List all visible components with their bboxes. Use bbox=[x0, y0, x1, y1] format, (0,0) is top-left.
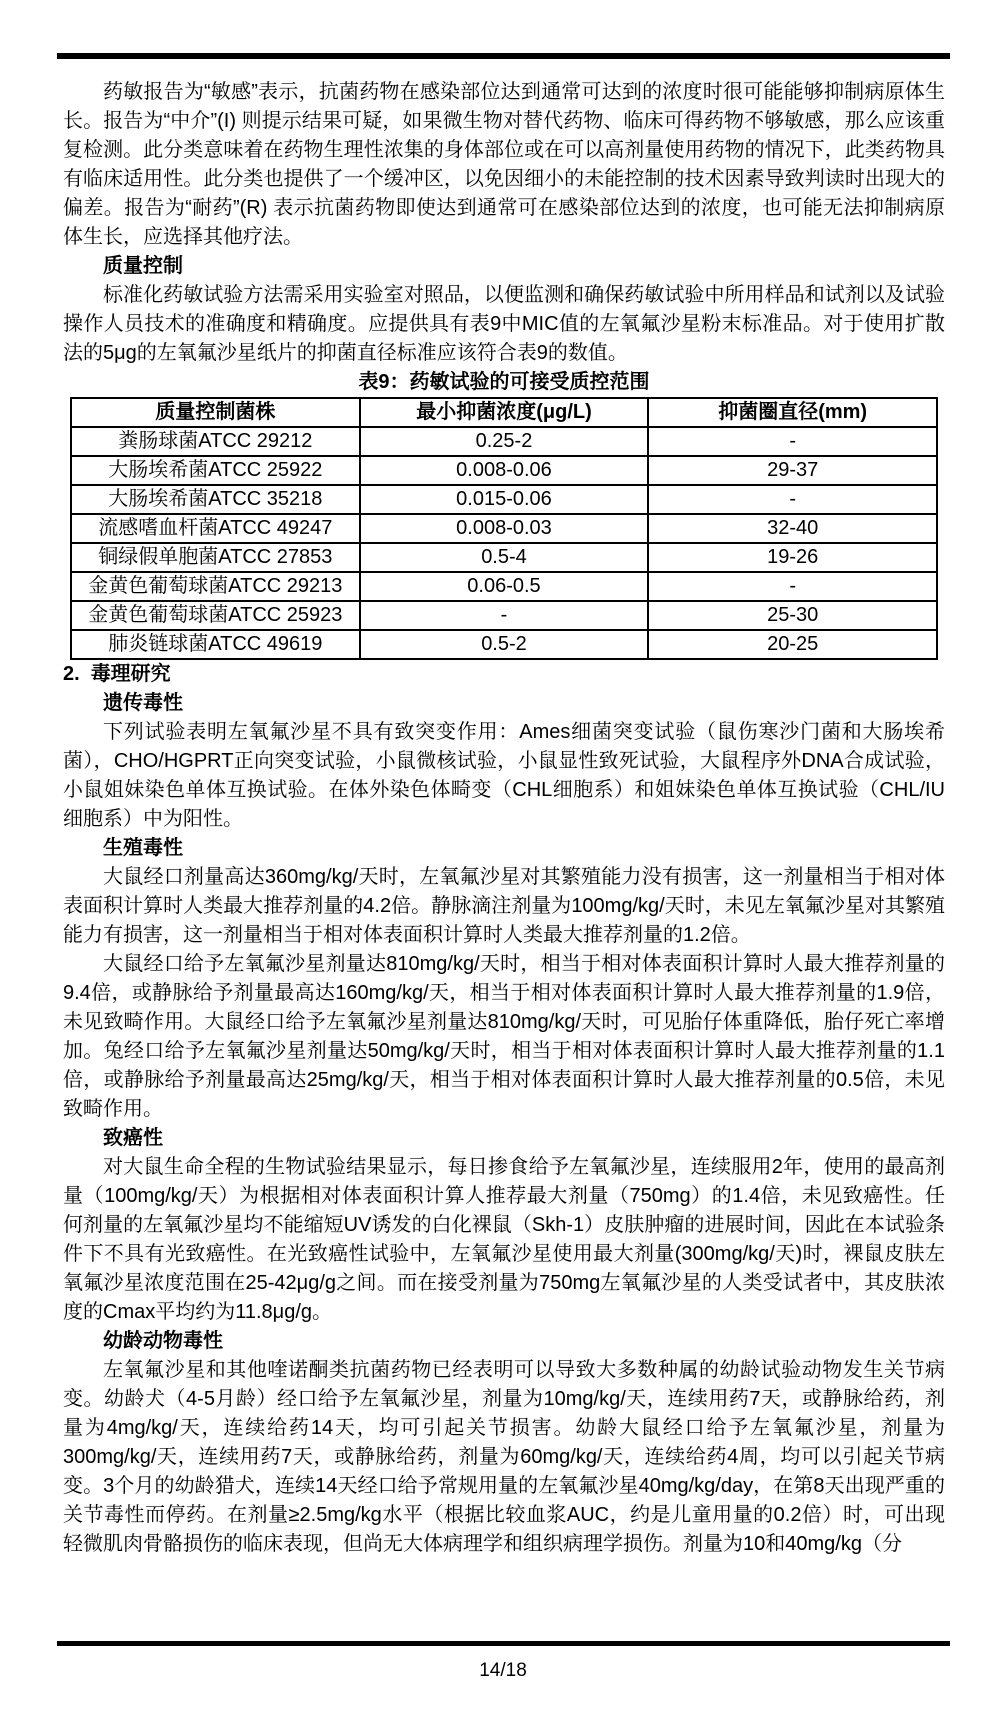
zone-cell: 19-26 bbox=[648, 543, 937, 572]
zone-cell: - bbox=[648, 485, 937, 514]
reproductive-toxicity-paragraph-1: 大鼠经口剂量高达360mg/kg/天时，左氧氟沙星对其繁殖能力没有损害，这一剂量相当于相对体表面积计算时人类最大推荐剂量的4.2倍。静脉滴注剂量为100mg/kg/天时，未见左氧氟沙星对其繁殖能力有损害，这一剂量相当于相对体表面积计算时人类最大推荐剂量的1.2倍。 bbox=[63, 866, 945, 946]
zone-cell: 25-30 bbox=[648, 601, 937, 630]
table-row bbox=[71, 543, 937, 572]
section-number: 2. bbox=[63, 663, 80, 685]
strain-cell: 金黄色葡萄球菌ATCC 25923 bbox=[71, 601, 360, 630]
genotoxicity-paragraph: 下列试验表明左氧氟沙星不具有致突变作用：Ames细菌突变试验（鼠伤寒沙门菌和大肠埃希菌），CHO/HGPRT正向突变试验，小鼠微核试验，小鼠显性致死试验，大鼠程序外DNA合成试验，小鼠姐妹染色单体互换试验。在体外染色体畸变（CHL细胞系）和姐妹染色单体互换试验（CHL/IU细胞系）中为阳性。 bbox=[63, 721, 945, 830]
reproductive-toxicity-heading: 生殖毒性 bbox=[103, 837, 183, 859]
table9 bbox=[70, 397, 938, 660]
mic-cell: 0.06-0.5 bbox=[360, 572, 649, 601]
section-title: 毒理研究 bbox=[90, 663, 171, 685]
juvenile-animal-toxicity-heading: 幼龄动物毒性 bbox=[103, 1330, 223, 1352]
mic-cell: 0.25-2 bbox=[360, 427, 649, 456]
column-header-zone-diameter: 抑菌圈直径(mm) bbox=[648, 398, 937, 427]
quality-control-paragraph: 标准化药敏试验方法需采用实验室对照品，以便监测和确保药敏试验中所用样品和试剂以及试验操作人员技术的准确度和精确度。应提供具有表9中MIC值的左氧氟沙星粉末标准品。对于使用扩散法的5μg的左氧氟沙星纸片的抑菌直径标准应该符合表9的数值。 bbox=[63, 284, 945, 364]
column-header-mic: 最小抑菌浓度(μg/L) bbox=[360, 398, 649, 427]
table-row bbox=[71, 630, 937, 659]
intro-paragraph: 药敏报告为“敏感”表示，抗菌药物在感染部位达到通常可达到的浓度时很可能能够抑制病原体生长。报告为“中介”(I) 则提示结果可疑，如果微生物对替代药物、临床可得药物不够敏感，那么应该重复检测。此分类意味着在药物生理性浓集的身体部位或在可以高剂量使用药物的情况下，此类药物具有临床适用性。此分类也提供了一个缓冲区，以免因细小的未能控制的技术因素导致判读时出现大的偏差。报告为“耐药”(R) 表示抗菌药物即使达到通常可在感染部位达到的浓度，也可能无法抑制病原体生长，应选择其他疗法。 bbox=[63, 81, 945, 248]
carcinogenicity-paragraph: 对大鼠生命全程的生物试验结果显示，每日掺食给予左氧氟沙星，连续服用2年，使用的最高剂量（100mg/kg/天）为根据相对体表面积计算人推荐最大剂量（750mg）的1.4倍，未见致癌性。任何剂量的左氧氟沙星均不能缩短UV诱发的白化裸鼠（Skh-1）皮肤肿瘤的进展时间，因此在本试验条件下不具有光致癌性。在光致癌性试验中，左氧氟沙星使用最大剂量(300mg/kg/天)时，裸鼠皮肤左氧氟沙星浓度范围在25-42μg/g之间。而在接受剂量为750mg左氧氟沙星的人类受试者中，其皮肤浓度的Cmax平均约为11.8μg/g。 bbox=[63, 1156, 945, 1323]
table9-title: 表9：药敏试验的可接受质控范围 bbox=[358, 371, 650, 393]
toxicology-section-heading bbox=[63, 660, 945, 689]
strain-cell: 金黄色葡萄球菌ATCC 29213 bbox=[71, 572, 360, 601]
strain-cell: 铜绿假单胞菌ATCC 27853 bbox=[71, 543, 360, 572]
table-row bbox=[71, 456, 937, 485]
zone-cell: - bbox=[648, 427, 937, 456]
strain-cell: 流感嗜血杆菌ATCC 49247 bbox=[71, 514, 360, 543]
juvenile-animal-toxicity-paragraph: 左氧氟沙星和其他喹诺酮类抗菌药物已经表明可以导致大多数种属的幼龄试验动物发生关节病变。幼龄犬（4-5月龄）经口给予左氧氟沙星，剂量为10mg/kg/天，连续用药7天，或静脉给药，剂量为4mg/kg/天，连续给药14天，均可引起关节损害。幼龄大鼠经口给予左氧氟沙星，剂量为300mg/kg/天，连续用药7天，或静脉给药，剂量为60mg/kg/天，连续给药4周，均可以引起关节病变。3个月的幼龄猎犬，连续14天经口给予常规用量的左氧氟沙星40mg/kg/day，在第8天出现严重的关节毒性而停药。在剂量≥2.5mg/kg水平（根据比较血浆AUC，约是儿童用量的0.2倍）时，可出现轻微肌肉骨骼损伤的临床表现，但尚无大体病理学和组织病理学损伤。剂量为10和40mg/kg（分 bbox=[63, 1359, 945, 1555]
column-header-strain: 质量控制菌株 bbox=[71, 398, 360, 427]
table-row bbox=[71, 514, 937, 543]
top-rule bbox=[57, 53, 950, 59]
strain-cell: 大肠埃希菌ATCC 25922 bbox=[71, 456, 360, 485]
strain-cell: 粪肠球菌ATCC 29212 bbox=[71, 427, 360, 456]
table-row bbox=[71, 485, 937, 514]
zone-cell: - bbox=[648, 572, 937, 601]
mic-cell: 0.008-0.06 bbox=[360, 456, 649, 485]
page-number: 14/18 bbox=[479, 1660, 527, 1681]
mic-cell: 0.5-4 bbox=[360, 543, 649, 572]
strain-cell: 大肠埃希菌ATCC 35218 bbox=[71, 485, 360, 514]
mic-cell: 0.015-0.06 bbox=[360, 485, 649, 514]
table-row bbox=[71, 601, 937, 630]
table-row bbox=[71, 427, 937, 456]
page-content bbox=[63, 78, 945, 1559]
zone-cell: 29-37 bbox=[648, 456, 937, 485]
zone-cell: 32-40 bbox=[648, 514, 937, 543]
genotoxicity-heading: 遗传毒性 bbox=[103, 692, 183, 714]
table-header-row bbox=[71, 398, 937, 427]
table-row bbox=[71, 572, 937, 601]
bottom-rule bbox=[57, 1641, 950, 1646]
mic-cell: 0.5-2 bbox=[360, 630, 649, 659]
quality-control-heading: 质量控制 bbox=[103, 255, 183, 277]
reproductive-toxicity-paragraph-2: 大鼠经口给予左氧氟沙星剂量达810mg/kg/天时，相当于相对体表面积计算时人最大推荐剂量的9.4倍，或静脉给予剂量最高达160mg/kg/天，相当于相对体表面积计算时人最大推荐剂量的1.9倍，未见致畸作用。大鼠经口给予左氧氟沙星剂量达810mg/kg/天时，可见胎仔体重降低，胎仔死亡率增加。兔经口给予左氧氟沙星剂量达50mg/kg/天时，相当于相对体表面积计算时人最大推荐剂量的1.1倍，或静脉给予剂量最高达25mg/kg/天，相当于相对体表面积计算时人最大推荐剂量的0.5倍，未见致畸作用。 bbox=[63, 953, 945, 1120]
strain-cell: 肺炎链球菌ATCC 49619 bbox=[71, 630, 360, 659]
mic-cell: - bbox=[360, 601, 649, 630]
carcinogenicity-heading: 致癌性 bbox=[103, 1127, 163, 1149]
zone-cell: 20-25 bbox=[648, 630, 937, 659]
mic-cell: 0.008-0.03 bbox=[360, 514, 649, 543]
